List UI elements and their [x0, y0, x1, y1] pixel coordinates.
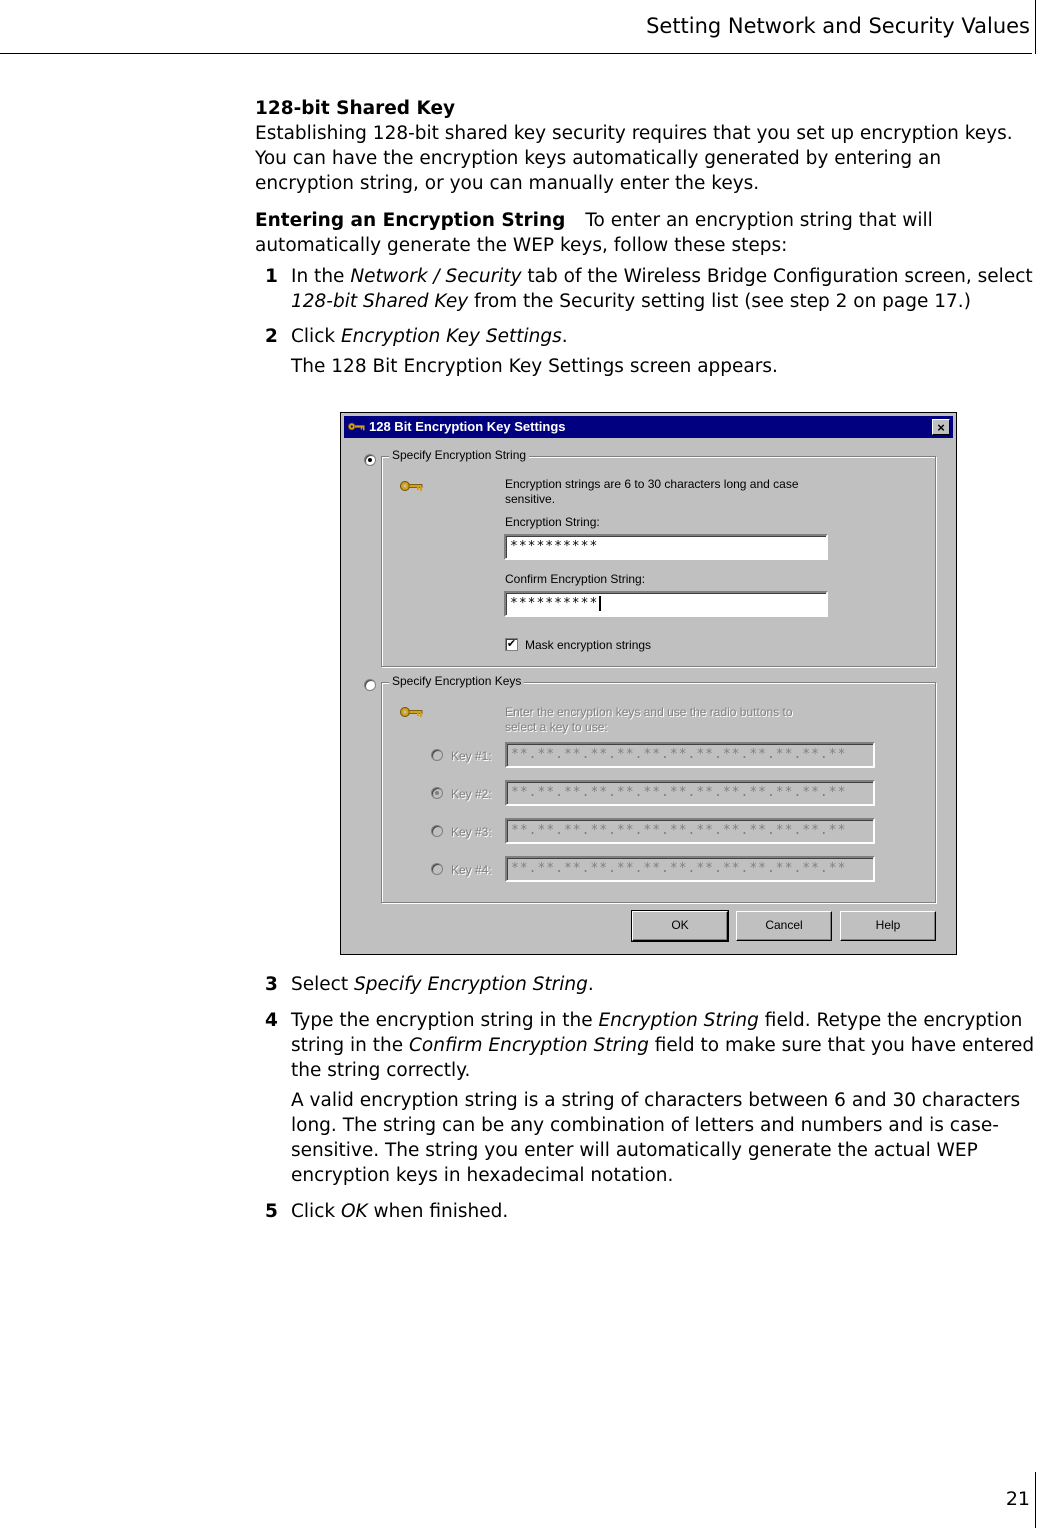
encryption-string-label: Encryption String: — [505, 515, 600, 529]
step-note: A valid encryption string is a string of characters between 6 and 30 characters long. The string can be any combination of letters and numbers and is case-sensitive. The string you enter will automatically generate the actual WEP encryption keys in hexadecimal notation. — [291, 1090, 1021, 1186]
specify-string-legend: Specify Encryption String — [389, 448, 529, 462]
dialog-titlebar[interactable] — [344, 416, 953, 438]
step-number: 2 — [265, 326, 278, 347]
step-text: Select Specify Encryption String. — [291, 974, 594, 995]
step-text: Type the encryption string in the Encryption String field. Retype the encryption string in the Confirm Encryption String field to make sure that you have entered the string correctly. — [291, 1010, 1035, 1081]
step-text: In the Network / Security tab of the Wireless Bridge Configuration screen, select 128-bit Shared Key from the Security setting list (see step 2 on page 17.) — [291, 266, 1033, 312]
step-2 — [255, 324, 1045, 379]
specify-string-radio[interactable] — [364, 454, 376, 466]
header-rule — [0, 53, 1032, 54]
section-title: 128-bit Shared Key — [255, 98, 456, 119]
key-3-radio[interactable] — [431, 825, 443, 837]
confirm-string-label: Confirm Encryption String: — [505, 572, 646, 586]
key-icon — [400, 479, 424, 493]
step-5 — [255, 1199, 1045, 1224]
running-header: Setting Network and Security Values — [646, 14, 1030, 38]
key-4-input[interactable]: **.**.**.**.**.**.**.**.**.**.**.**.** — [505, 856, 875, 882]
key-icon — [348, 419, 366, 434]
encryption-string-input[interactable]: ********** — [504, 534, 828, 560]
mask-label[interactable]: Mask encryption strings — [525, 638, 652, 652]
step-number: 1 — [265, 266, 278, 287]
ok-button[interactable]: OK — [632, 911, 728, 941]
key-2-label: Key #2: — [451, 787, 492, 801]
footer-vertical-rule — [1035, 1472, 1036, 1528]
page-number: 21 — [1005, 1488, 1030, 1510]
key-3-input[interactable]: **.**.**.**.**.**.**.**.**.**.**.**.** — [505, 818, 875, 844]
step-note: The 128 Bit Encryption Key Settings screen appears. — [291, 356, 778, 377]
text-caret — [599, 596, 601, 611]
encryption-key-settings-dialog — [340, 412, 957, 955]
confirm-string-value: ********** — [510, 596, 599, 611]
key-1-label: Key #1: — [451, 749, 492, 763]
cancel-button[interactable]: Cancel — [736, 911, 832, 941]
specify-string-group — [381, 448, 936, 667]
key-icon — [400, 705, 424, 719]
key-4-radio[interactable] — [431, 863, 443, 875]
key-1-input[interactable]: **.**.**.**.**.**.**.**.**.**.**.**.** — [505, 742, 875, 768]
section-intro: Establishing 128-bit shared key security requires that you set up encryption keys. You can have the encryption keys automatically generated by entering an encryption string, or you can manually enter the keys. — [255, 123, 1013, 194]
subhead-paragraph — [255, 208, 1045, 258]
specify-keys-radio[interactable] — [364, 679, 376, 691]
subhead-text: To enter an encryption string that will automatically generate the WEP keys, follow these steps: — [255, 210, 933, 256]
close-button[interactable]: × — [932, 419, 950, 435]
step-number: 5 — [265, 1201, 278, 1222]
keys-description: Enter the encryption keys and use the radio buttons to select a key to use: — [505, 705, 793, 734]
step-1 — [255, 264, 1045, 314]
key-2-input[interactable]: **.**.**.**.**.**.**.**.**.**.**.**.** — [505, 780, 875, 806]
help-button[interactable]: Help — [840, 911, 936, 941]
specify-keys-legend: Specify Encryption Keys — [389, 674, 524, 688]
string-description: Encryption strings are 6 to 30 characters long and case sensitive. — [505, 477, 799, 506]
step-number: 3 — [265, 974, 278, 995]
key-3-label: Key #3: — [451, 825, 492, 839]
key-4-label: Key #4: — [451, 863, 492, 877]
step-text: Click OK when finished. — [291, 1201, 509, 1222]
subhead-title: Entering an Encryption String — [255, 210, 566, 231]
step-number: 4 — [265, 1010, 278, 1031]
confirm-string-input[interactable] — [504, 591, 828, 617]
key-2-radio[interactable] — [431, 787, 443, 799]
step-4 — [255, 1008, 1045, 1188]
mask-checkbox[interactable]: ✔ — [506, 638, 517, 650]
specify-keys-group — [381, 674, 936, 903]
step-text: Click Encryption Key Settings. — [291, 326, 568, 347]
dialog-title: 128 Bit Encryption Key Settings — [369, 419, 566, 434]
key-1-radio[interactable] — [431, 749, 443, 761]
header-vertical-rule — [1035, 0, 1036, 54]
step-3 — [255, 972, 1045, 997]
